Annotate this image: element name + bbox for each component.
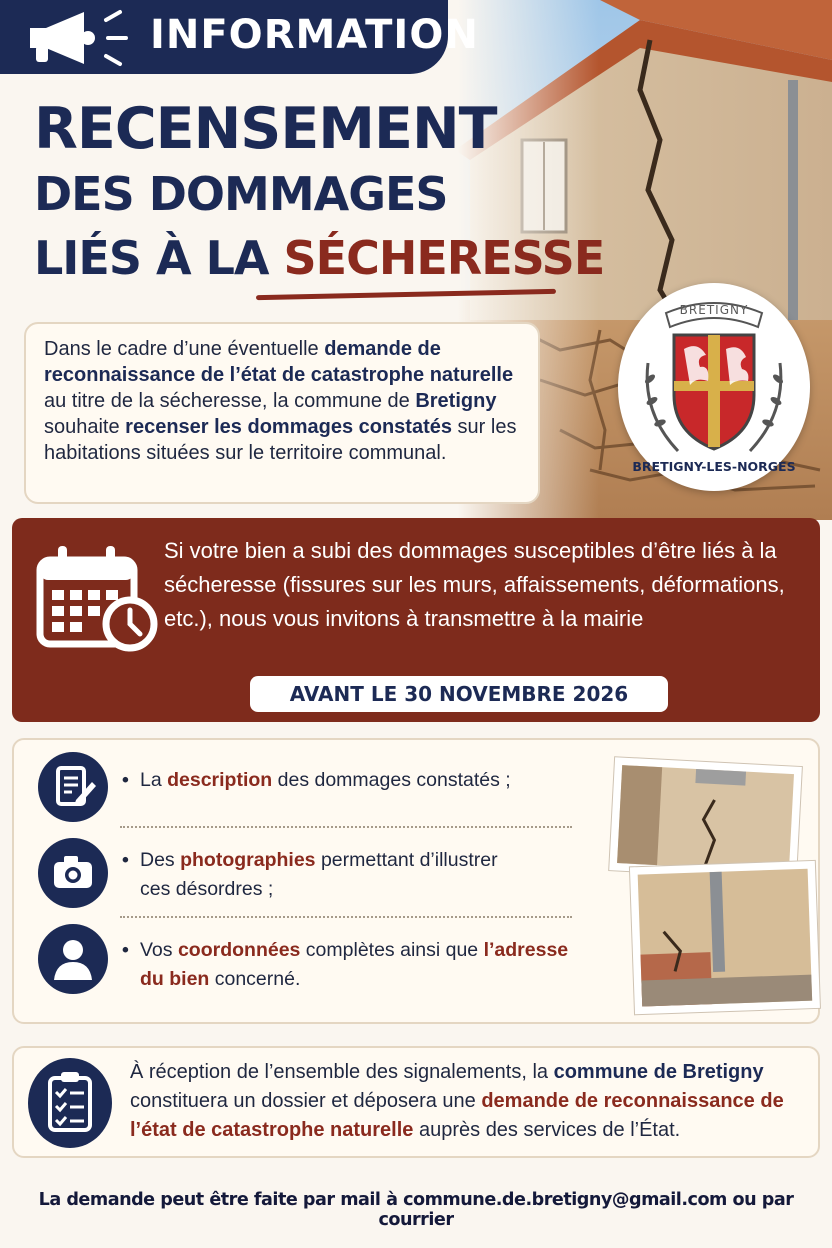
- page-title: [34, 96, 604, 290]
- process-text: [130, 1058, 816, 1145]
- deadline-badge: AVANT LE 30 NOVEMBRE 2026: [250, 676, 668, 712]
- intro-paragraph: [24, 322, 540, 504]
- final-highlight: demande de reconnaissance de l’état de catastrophe naturelle: [130, 1090, 784, 1141]
- crest-banner-label: BRETIGNY: [679, 303, 749, 317]
- bullet: •: [122, 769, 129, 791]
- process-info-box: [12, 1046, 820, 1158]
- intro-bold: Bretigny: [415, 390, 497, 412]
- title-line-1: RECENSEMENT: [34, 96, 497, 162]
- item-text: Vos: [140, 939, 178, 961]
- list-item-photographs: [122, 846, 592, 904]
- notice-text: Si votre bien a subi des dommages susceptibles d’être liés à la sécheresse (fissures sur les murs, affaissements, déformations, etc.), nous vous invitons à transmettre à la mairie: [164, 538, 785, 631]
- item-highlight: du bien: [140, 968, 210, 990]
- intro-text: souhaite: [44, 416, 126, 438]
- intro-text: Dans le cadre d’une éventuelle: [44, 338, 325, 360]
- title-line-3-prefix: LIÉS À LA: [34, 231, 284, 285]
- title-accent-word: SÉCHERESSE: [283, 231, 605, 285]
- clipboard-checklist-icon: [28, 1058, 112, 1148]
- item-text: La: [140, 769, 168, 791]
- required-items-list: [12, 738, 820, 1024]
- camera-icon: [38, 838, 108, 908]
- item-text: concerné.: [209, 968, 301, 990]
- final-text-part: constituera un dossier et déposera une: [130, 1090, 482, 1112]
- final-text-part: À réception de l’ensemble des signalements, la: [130, 1061, 554, 1083]
- item-highlight: description: [167, 769, 273, 791]
- intro-text: sur les habitations situées sur le territoire communal.: [44, 416, 517, 464]
- intro-bold: recenser les dommages constatés: [125, 416, 452, 438]
- item-text: complètes ainsi que: [300, 939, 484, 961]
- person-icon: [38, 924, 108, 994]
- town-crest: [618, 283, 810, 491]
- item-highlight: coordonnées: [177, 939, 301, 961]
- title-line-2: DES DOMMAGES: [34, 167, 448, 221]
- item-text-line-2: ces désordres ;: [140, 878, 274, 900]
- contact-footer: La demande peut être faite par mail à commune.de.bretigny@gmail.com ou par courrier: [38, 1190, 794, 1230]
- damage-photos: [604, 740, 822, 1026]
- megaphone-icon: [22, 6, 134, 68]
- document-pen-icon: [38, 752, 108, 822]
- title-line-3: [34, 226, 604, 290]
- item-text: Des: [140, 849, 181, 871]
- bullet: •: [122, 939, 129, 961]
- calendar-clock-icon: [34, 542, 164, 654]
- list-item-contact: [122, 936, 592, 994]
- final-text-part: auprès des services de l’État.: [413, 1119, 681, 1141]
- crest-town-name: BRETIGNY-LES-NORGES: [632, 459, 796, 474]
- information-label: INFORMATION: [150, 12, 479, 58]
- final-bold: commune de Bretigny: [553, 1061, 764, 1083]
- item-text: des dommages constatés ;: [272, 769, 511, 791]
- item-highlight: photographies: [180, 849, 316, 871]
- information-badge: [0, 0, 479, 74]
- intro-text: au titre de la sécheresse, la commune de: [44, 390, 416, 412]
- divider: [120, 826, 572, 828]
- list-item-description: [122, 766, 592, 795]
- item-highlight: l’adresse: [483, 939, 569, 961]
- bullet: •: [122, 849, 129, 871]
- item-text: permettant d’illustrer: [315, 849, 498, 871]
- divider: [120, 916, 572, 918]
- intro-bold: demande de reconnaissance de l’état de catastrophe naturelle: [44, 338, 514, 386]
- notice-band: [12, 518, 820, 722]
